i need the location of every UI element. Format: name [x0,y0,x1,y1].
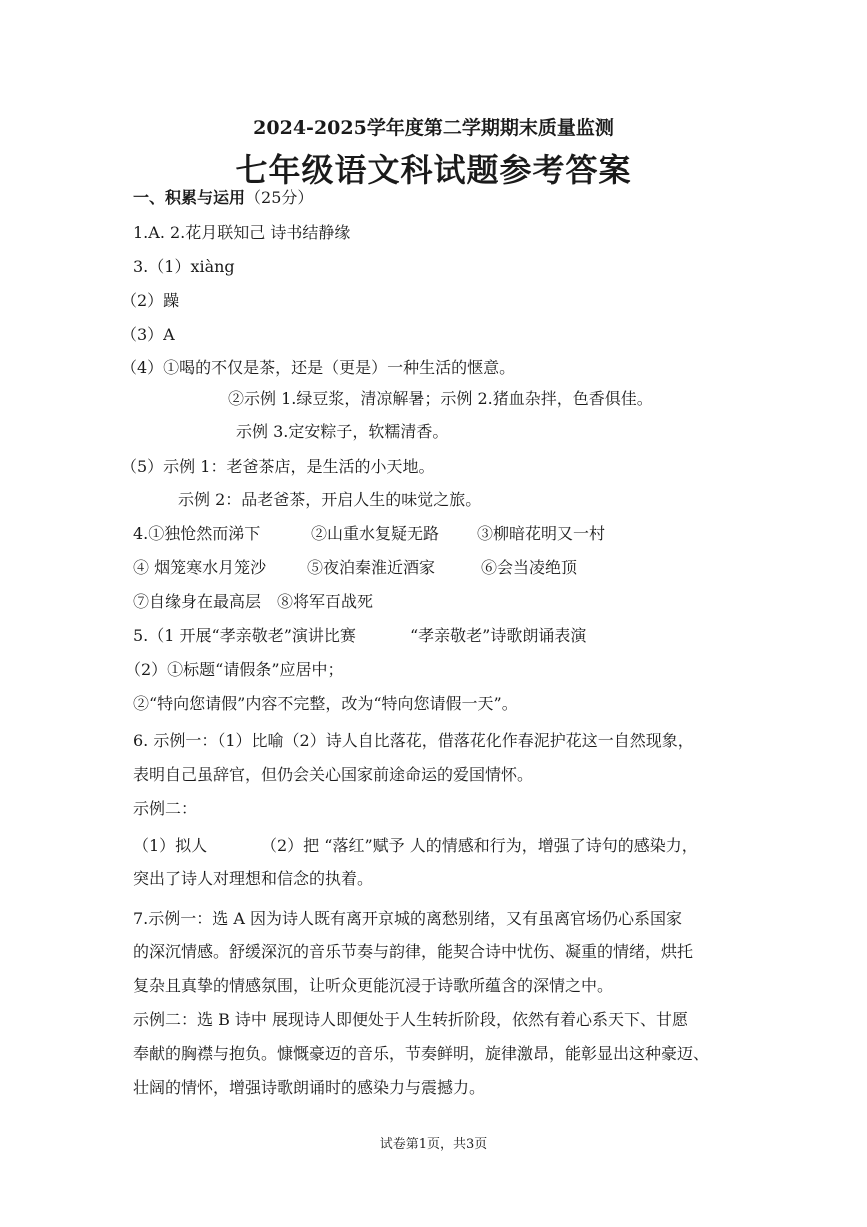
section-score: （25分） [245,188,314,207]
answer-line: （5）示例 1：老爸茶店，是生活的小天地。 [121,457,435,476]
answer-line: 壮阔的情怀，增强诗歌朗诵时的感染力与震撼力。 [133,1078,486,1097]
answer-line: 示例二： [133,799,198,818]
answer-line: ③柳暗花明又一村 [477,524,606,543]
answer-line: ⑧将军百战死 [277,592,374,611]
answer-line: “孝亲敬老”诗歌朗诵表演 [410,626,587,645]
section-heading [133,188,313,208]
answer-line: 5.（1 开展“孝亲敬老”演讲比赛 [133,626,356,645]
answer-line: （1）拟人 [133,836,208,855]
page-footer: 试卷第1页，共3页 [379,1137,488,1152]
answer-line: 奉献的胸襟与抱负。慷慨豪迈的音乐，节奏鲜明，旋律激昂，能彰显出这种豪迈、 [133,1044,710,1063]
answer-line: ②山重水复疑无路 [311,524,440,543]
answer-line: 4.①独怆然而涕下 [133,524,261,543]
answer-line: （2）①标题“请假条”应居中； [125,660,344,679]
answer-line: ②示例 1.绿豆浆，清凉解暑；示例 2.猪血杂拌，色香俱佳。 [228,389,653,408]
answer-line: 复杂且真挚的情感氛围，让听众更能沉浸于诗歌所蕴含的深情之中。 [133,976,614,995]
answer-line: （3）A [121,325,175,344]
answer-line: 示例二：选 B 诗中 展现诗人即便处于人生转折阶段，依然有着心系天下、甘愿 [133,1010,689,1029]
answer-line: ⑦自缘身在最高层 [133,592,262,611]
answer-line: ⑤夜泊秦淮近酒家 [307,558,436,577]
answer-line: 的深沉情感。舒缓深沉的音乐节奏与韵律，能契合诗中忧伤、凝重的情绪，烘托 [133,942,694,961]
answer-line: 突出了诗人对理想和信念的执着。 [133,869,374,888]
answer-line: 6. 示例一：（1）比喻（2）诗人自比落花，借落花化作春泥护花这一自然现象， [133,731,694,750]
answer-line: ④ 烟笼寒水月笼沙 [133,558,267,577]
exam-period-title: 2024-2025学年度第二学期期末质量监测 [253,117,614,139]
answer-line: ②“特向您请假”内容不完整，改为“特向您请假一天”。 [133,694,518,713]
answer-line: 示例 3.定安粽子，软糯清香。 [236,422,449,441]
answer-line: 表明自己虽辞官，但仍会关心国家前途命运的爱国情怀。 [133,765,534,784]
answer-line: 示例 2：品老爸茶，开启人生的味觉之旅。 [178,490,482,509]
answer-line: 7.示例一：选 A 因为诗人既有离开京城的离愁别绪，又有虽离官场仍心系国家 [133,909,682,928]
section-title: 一、积累与运用 [133,188,246,207]
answer-line: （2）把 “落红”赋予 人的情感和行为，增强了诗句的感染力， [261,836,698,855]
answer-line: （4）①喝的不仅是茶，还是（更是）一种生活的惬意。 [121,358,516,377]
answer-line: 1.A. 2.花月联知己 诗书结静缘 [133,223,351,242]
answer-line: 3.（1）xiàng [133,257,235,276]
answer-key-title: 七年级语文科试题参考答案 [235,151,632,189]
answer-line: （2）躁 [121,291,180,310]
answer-line: ⑥会当凌绝顶 [481,558,578,577]
